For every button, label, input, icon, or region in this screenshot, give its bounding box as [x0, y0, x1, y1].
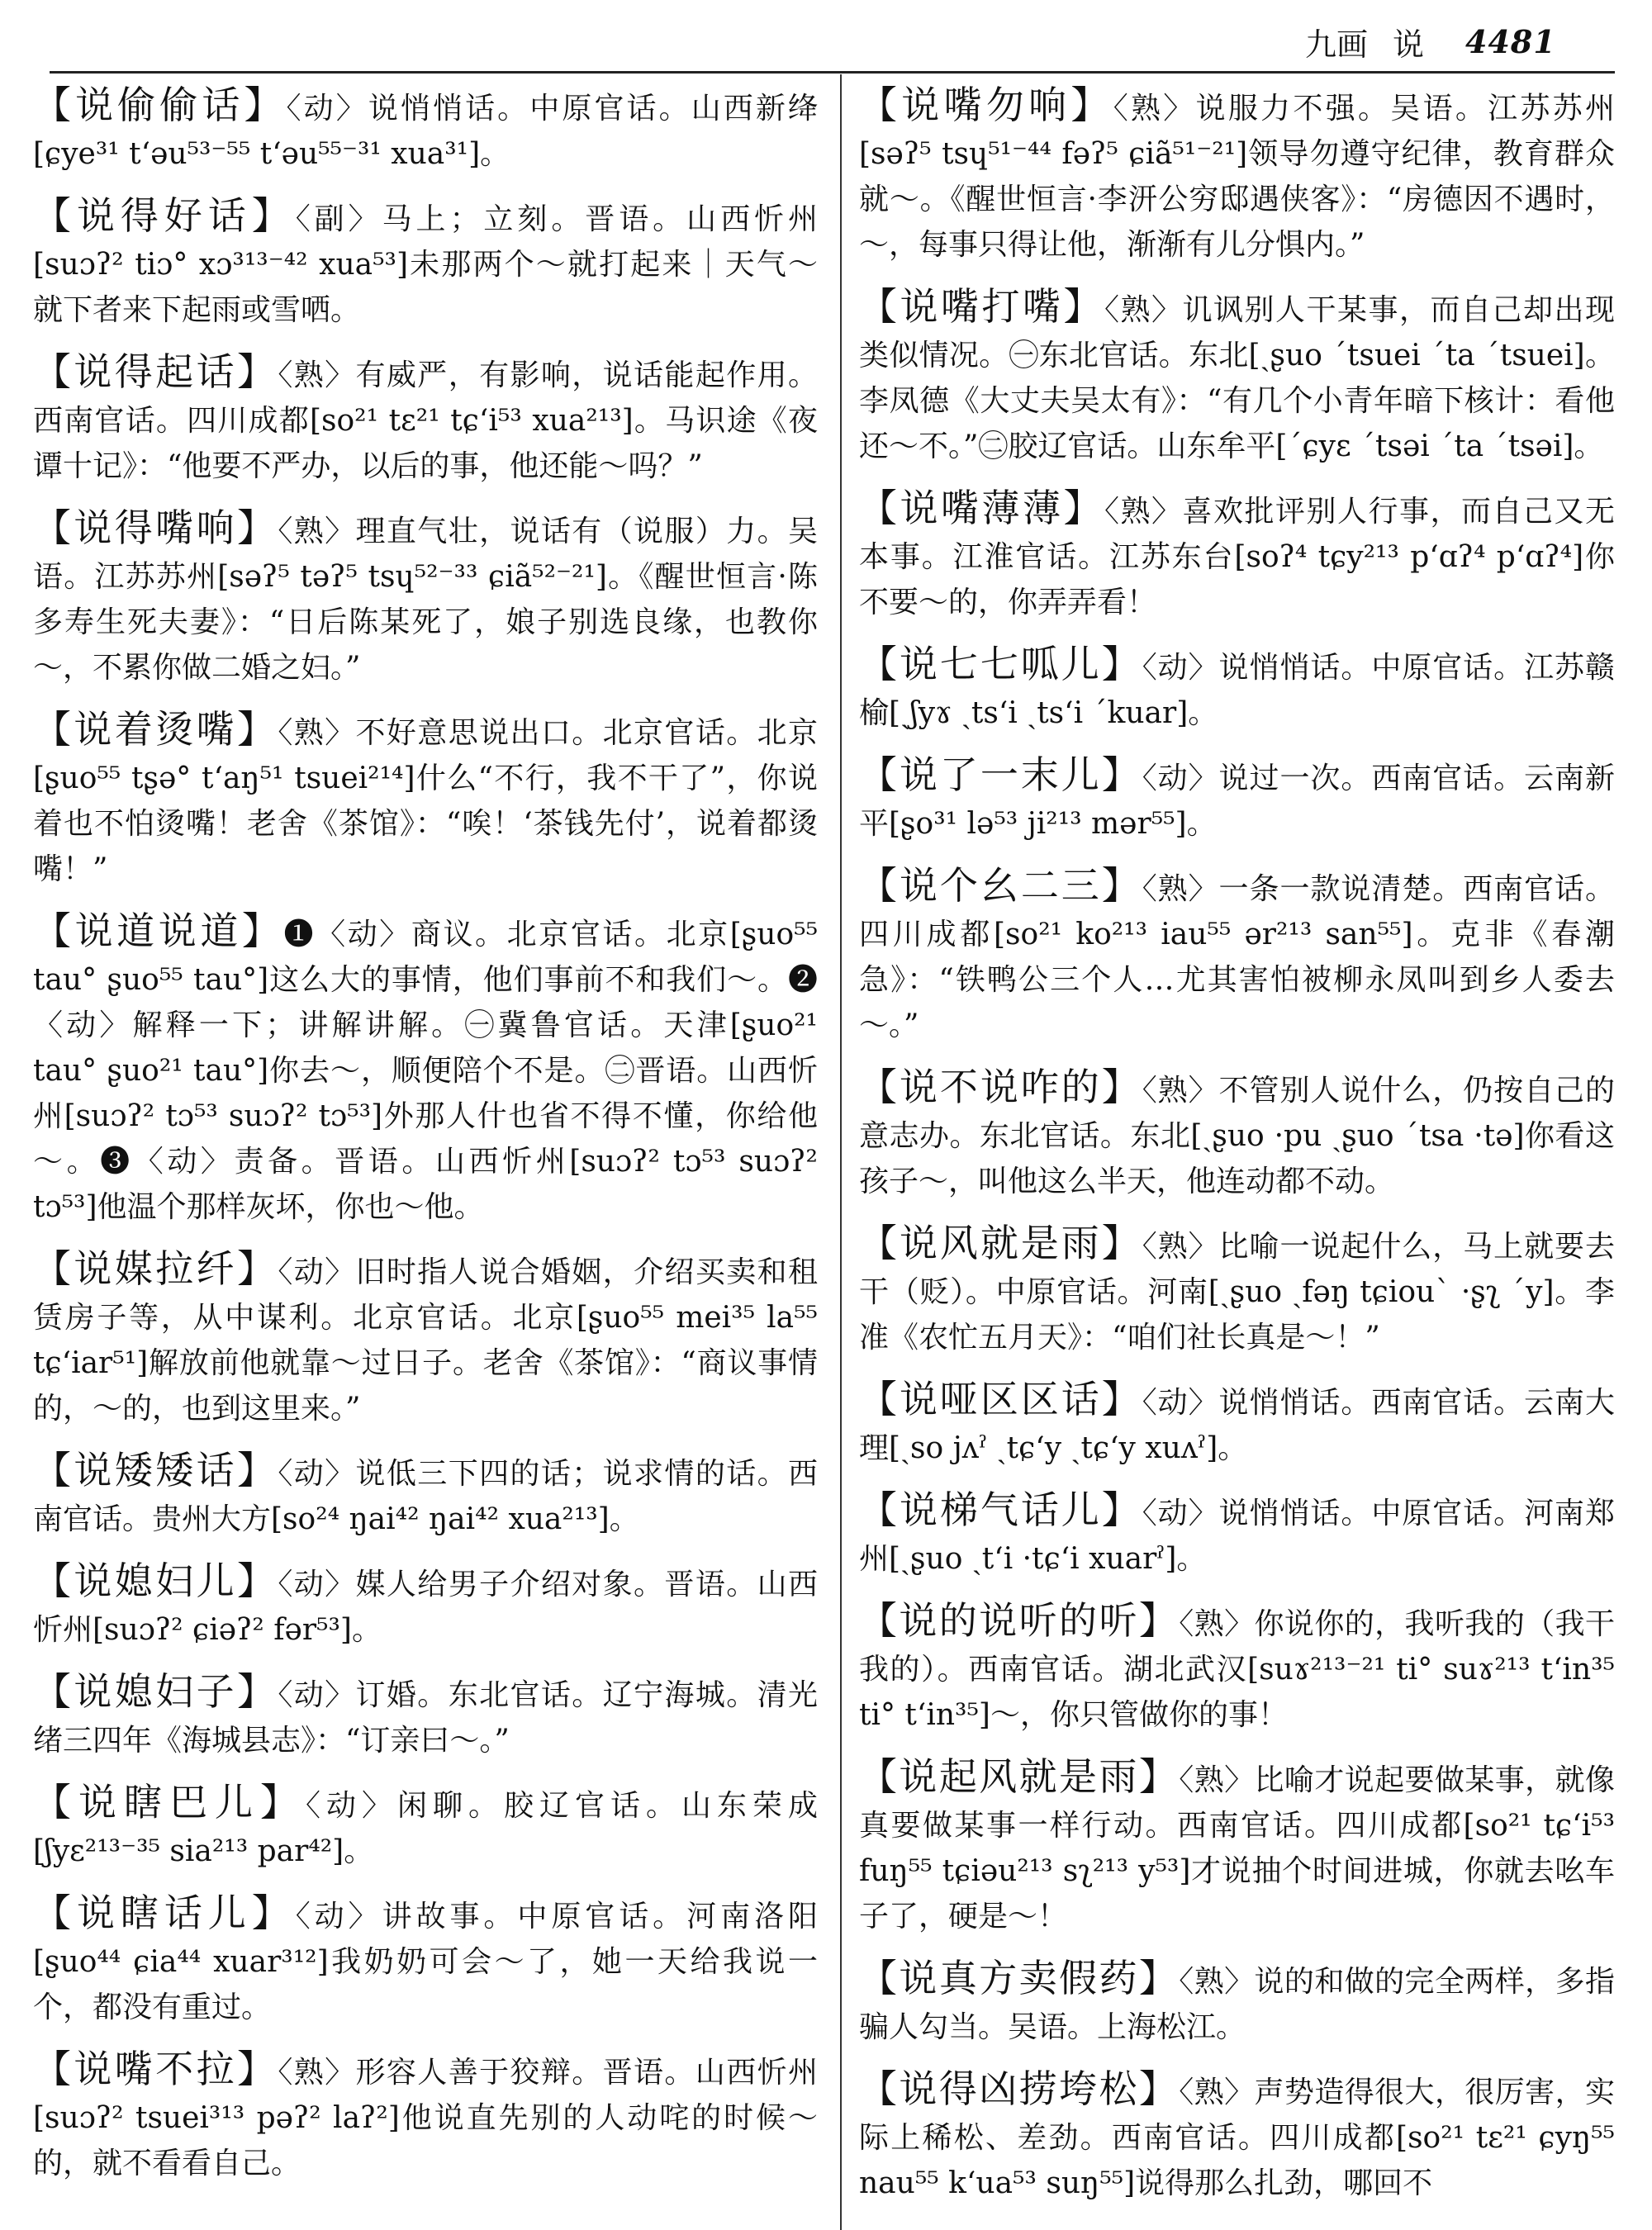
entry-headword: 【说的说听的听】: [859, 1598, 1180, 1643]
entry-definition: 〈动〉说过一次。西南官话。云南新平[ʂo³¹ lə⁵³ ji²¹³ mər⁵⁵]。: [859, 762, 1615, 841]
entry-definition: 〈熟〉说服力不强。吴语。江苏苏州[səʔ⁵ tsɥ⁵¹⁻⁴⁴ fəʔ⁵ ɕiã⁵¹⁻²¹]领导勿遵守纪律，教育群众就～。《醒世恒言·李汧公穷邸遇侠客》：“房德因不遇时，～，每事只得让他，渐渐有儿分惧内。”: [859, 92, 1615, 262]
entry-headword: 【说媒拉纤】: [33, 1246, 278, 1291]
dictionary-entry: [859, 83, 1615, 268]
dictionary-entry: [859, 1956, 1615, 2050]
entry-definition: 〈动〉说悄悄话。中原官话。河南郑州[ˏʂuo ˏtʻi ·tɕʻi xuarˀ]。: [859, 1497, 1615, 1576]
dictionary-entry: [859, 1065, 1615, 1204]
dictionary-entry: [859, 1754, 1615, 1939]
entry-definition: 〈熟〉比喻才说起要做某事，就像真要做某事一样行动。西南官话。四川成都[so²¹ tɕʻi⁵³ fuŋ⁵⁵ tɕiəu²¹³ sʅ²¹³ y⁵³]才说抽个时间进城，你就去吆车子了，硬是～！: [859, 1763, 1615, 1933]
dictionary-entry: [859, 1598, 1615, 1738]
entry-definition: 〈熟〉一条一款说清楚。西南官话。四川成都[so²¹ ko²¹³ iau⁵⁵ ər²¹³ san⁵⁵]。克非《春潮急》：“铁鸭公三个人…尤其害怕被柳永凤叫到乡人委去～。”: [859, 872, 1615, 1042]
section-label: 九画: [1305, 26, 1369, 63]
entry-definition: 〈动〉闲聊。胶辽官话。山东荣成[ʃyɛ²¹³⁻³⁵ sia²¹³ par⁴²]。: [33, 1789, 818, 1868]
left-column: [33, 83, 818, 2222]
dictionary-entry: [33, 1780, 818, 1874]
entry-headword: 【说个幺二三】: [859, 863, 1142, 908]
dictionary-entry: [33, 83, 818, 177]
dictionary-entry: [33, 1246, 818, 1431]
entry-headword: 【说矮矮话】: [33, 1448, 278, 1492]
entry-headword: 【说梯气话儿】: [859, 1487, 1142, 1532]
entry-definition: 〈熟〉讥讽别人干某事，而自己却出现类似情况。㊀东北官话。东北[ˏʂuo ˊtsuei ˊta ˊtsuei]。李凤德《大丈夫吴太有》：“有几个小青年暗下核计：看他还～不。”㊁胶辽官话。山东牟平[ˊɕyɛ ˊtsəi ˊta ˊtsəi]。: [859, 293, 1615, 463]
dictionary-entry: [33, 909, 818, 1230]
entry-headword: 【说偷偷话】: [33, 83, 287, 127]
entry-definition: 〈熟〉有威严，有影响，说话能起作用。西南官话。四川成都[so²¹ tɛ²¹ tɕʻi⁵³ xua²¹³]。马识途《夜谭十记》：“他要不严办，以后的事，他还能～吗？”: [33, 358, 818, 483]
dictionary-entry: [33, 2047, 818, 2186]
dictionary-entry: [859, 284, 1615, 469]
entry-headword: 【说瞎巴儿】: [33, 1780, 306, 1824]
entry-definition: ❶〈动〉商议。北京官话。北京[ʂuo⁵⁵ tau° ʂuo⁵⁵ tau°]这么大的事情，他们事前不和我们～。❷〈动〉解释一下；讲解讲解。㊀冀鲁官话。天津[ʂuo²¹ tau° ʂuo²¹ tau°]你去～，顺便陪个不是。㊁晋语。山西忻州[suɔʔ² tɔ⁵³ suɔʔ² tɔ⁵³]外那人什也省不得不懂，你给他～。❸〈动〉责备。晋语。山西忻州[suɔʔ² tɔ⁵³ suɔʔ² tɔ⁵³]他温个那样灰坏，你也～他。: [33, 918, 818, 1224]
dictionary-entry: [859, 1377, 1615, 1471]
dictionary-entry: [33, 1891, 818, 2030]
entry-definition: 〈动〉媒人给男子介绍对象。晋语。山西忻州[suɔʔ² ɕiəʔ² fər⁵³]。: [33, 1568, 818, 1647]
entry-headword: 【说媳妇儿】: [33, 1559, 278, 1603]
entry-headword: 【说真方卖假药】: [859, 1956, 1180, 2000]
entry-definition: 〈熟〉不管别人说什么，仍按自己的意志办。东北官话。东北[ˏʂuo ·pu ˏʂuo ˊtsa ·tə]你看这孩子～，叫他这么半天，他连动都不动。: [859, 1074, 1615, 1198]
entry-definition: 〈熟〉形容人善于狡辩。晋语。山西忻州[suɔʔ² tsuei³¹³ pəʔ² laʔ²]他说直先别的人动咤的时候～的，就不看看自己。: [33, 2056, 818, 2180]
dictionary-entry: [33, 1448, 818, 1542]
entry-headword: 【说得嘴响】: [33, 505, 278, 550]
entry-headword: 【说七七呱儿】: [859, 642, 1142, 686]
entry-definition: 〈动〉说悄悄话。西南官话。云南大理[ˏso jʌˀ ˏtɕʻy ˏtɕʻy xuʌˀ]。: [859, 1386, 1615, 1465]
entry-headword: 【说得好话】: [33, 193, 296, 238]
column-divider: [840, 74, 842, 2230]
entry-headword: 【说嘴打嘴】: [859, 284, 1104, 329]
entry-definition: 〈熟〉声势造得很大，很厉害，实际上稀松、差劲。西南官话。四川成都[so²¹ tɛ²¹ ɕyŋ⁵⁵ nau⁵⁵ kʻua⁵³ suŋ⁵⁵]说得那么扎劲，哪回不: [859, 2076, 1615, 2200]
dictionary-entry: [33, 1669, 818, 1763]
entry-definition: 〈熟〉理直气壮，说话有（说服）力。吴语。江苏苏州[səʔ⁵ təʔ⁵ tsɥ⁵²⁻³³ ɕiã⁵²⁻²¹]。《醒世恒言·陈多寿生死夫妻》：“日后陈某死了，娘子别选良缘，也教你～，不累你做二婚之妇。”: [33, 515, 818, 685]
entry-headword: 【说起风就是雨】: [859, 1754, 1180, 1799]
dictionary-entry: [859, 486, 1615, 625]
dictionary-entry: [33, 349, 818, 489]
entry-headword: 【说得起话】: [33, 349, 278, 394]
header-character: 说: [1393, 26, 1425, 63]
entry-definition: 〈动〉订婚。东北官话。辽宁海城。清光绪三四年《海城县志》：“订亲曰～。”: [33, 1678, 818, 1758]
dictionary-entry: [859, 642, 1615, 736]
right-column: [859, 83, 1615, 2222]
dictionary-entry: [33, 1559, 818, 1653]
entry-headword: 【说道说道】: [33, 909, 284, 953]
dictionary-entry: [33, 505, 818, 690]
dictionary-entry: [859, 752, 1615, 847]
entry-definition: 〈动〉说低三下四的话；说求情的话。西南官话。贵州大方[so²⁴ ŋai⁴² ŋai⁴² xua²¹³]。: [33, 1457, 818, 1536]
dictionary-entry: [33, 193, 818, 333]
entry-definition: 〈动〉旧时指人说合婚姻，介绍买卖和租赁房子等，从中谋利。北京官话。北京[ʂuo⁵⁵ mei³⁵ la⁵⁵ tɕʻiar⁵¹]解放前他就靠～过日子。老舍《茶馆》：“商议事情的，～的，也到这里来。”: [33, 1255, 818, 1426]
page-header: [1305, 17, 1619, 66]
page-number: 4481: [1465, 22, 1556, 60]
dictionary-entry: [859, 1221, 1615, 1360]
dictionary-entry: [33, 707, 818, 892]
entry-headword: 【说嘴勿响】: [859, 83, 1113, 127]
dictionary-entry: [859, 1487, 1615, 1582]
entry-definition: 〈熟〉比喻一说起什么，马上就要去干（贬）。中原官话。河南[ˏʂuo ˏfəŋ tɕiouˋ ·ʂʅ ˊy]。李准《农忙五月天》：“咱们社长真是～！”: [859, 1230, 1615, 1355]
entry-definition: 〈熟〉你说你的，我听我的（我干我的）。西南官话。湖北武汉[suɤ²¹³⁻²¹ ti° suɤ²¹³ tʻin³⁵ ti° tʻin³⁵]～，你只管做你的事！: [859, 1607, 1615, 1732]
entry-headword: 【说不说咋的】: [859, 1065, 1142, 1109]
entry-headword: 【说着烫嘴】: [33, 707, 278, 752]
entry-definition: 〈熟〉说的和做的完全两样，多指骗人勾当。吴语。上海松江。: [859, 1965, 1615, 2044]
entry-headword: 【说嘴薄薄】: [859, 486, 1104, 530]
entry-headword: 【说瞎话儿】: [33, 1891, 296, 1935]
entry-headword: 【说媳妇子】: [33, 1669, 278, 1714]
dictionary-entry: [859, 2066, 1615, 2206]
entry-definition: 〈动〉讲故事。中原官话。河南洛阳[ʂuo⁴⁴ ɕia⁴⁴ xuar³¹²]我奶奶可会～了，她一天给我说一个，都没有重过。: [33, 1900, 818, 2024]
entry-headword: 【说哑区区话】: [859, 1377, 1142, 1421]
entry-definition: 〈动〉说悄悄话。中原官话。江苏赣榆[ˏʃyɤ ˏtsʻi ˏtsʻi ˊkuar]。: [859, 651, 1615, 730]
entry-definition: 〈熟〉不好意思说出口。北京官话。北京[ʂuo⁵⁵ tʂə° tʻaŋ⁵¹ tsuei²¹⁴]什么“不行，我不干了”，你说着也不怕烫嘴！老舍《茶馆》：“唉！‘茶钱先付’，说着都烫嘴！”: [33, 716, 818, 886]
entry-headword: 【说嘴不拉】: [33, 2047, 278, 2091]
entry-headword: 【说了一末儿】: [859, 752, 1142, 797]
entry-headword: 【说风就是雨】: [859, 1221, 1142, 1265]
entry-headword: 【说得凶捞垮松】: [859, 2066, 1180, 2111]
entry-definition: 〈动〉说悄悄话。中原官话。山西新绛[ɕye³¹ tʻəu⁵³⁻⁵⁵ tʻəu⁵⁵⁻³¹ xua³¹]。: [33, 92, 818, 171]
dictionary-entry: [859, 863, 1615, 1048]
entry-definition: 〈熟〉喜欢批评别人行事，而自己又无本事。江淮官话。江苏东台[soʔ⁴ tɕy²¹³ pʻɑʔ⁴ pʻɑʔ⁴]你不要～的，你弄弄看！: [859, 495, 1615, 619]
header-rule: [50, 71, 1615, 74]
entry-definition: 〈副〉马上；立刻。晋语。山西忻州[suɔʔ² tiɔ° xɔ³¹³⁻⁴² xua⁵³]未那两个～就打起来｜天气～就下者来下起雨或雪哂。: [33, 202, 818, 327]
